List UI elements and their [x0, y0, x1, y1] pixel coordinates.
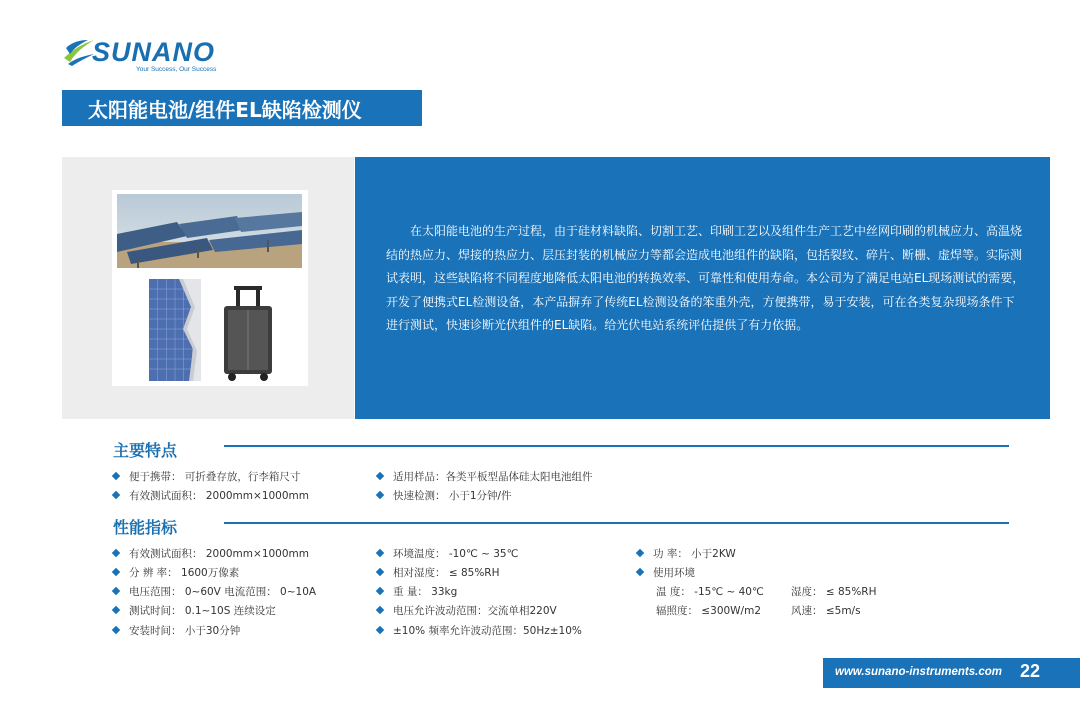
spec-item — [377, 623, 582, 638]
spec-item — [113, 603, 276, 618]
feature-item — [377, 469, 593, 484]
spec-text: 功 率： 小于2KW — [653, 548, 736, 560]
diamond-bullet-icon — [376, 472, 384, 480]
specs-divider — [224, 522, 1009, 524]
feature-text: 有效测试面积： 2000mm×1000mm — [129, 490, 309, 502]
diamond-bullet-icon — [112, 491, 120, 499]
diamond-bullet-icon — [112, 549, 120, 557]
spec-text: 电压允许波动范围：交流单相220V — [393, 605, 557, 617]
diamond-bullet-icon — [376, 568, 384, 576]
env-temperature: 温 度： -15℃ ~ 40℃ — [656, 586, 764, 598]
spec-item — [113, 546, 309, 561]
spec-item — [377, 565, 500, 580]
feature-item — [113, 469, 300, 484]
footer-url-link[interactable]: www.sunano-instruments.com — [835, 666, 1002, 678]
spec-item — [377, 603, 557, 618]
spec-text: 有效测试面积： 2000mm×1000mm — [129, 548, 309, 560]
feature-text: 便于携带： 可折叠存放，行李箱尺寸 — [129, 471, 301, 483]
spec-text: ±10% 频率允许波动范围：50Hz±10% — [393, 625, 582, 637]
spec-text: 使用环境 — [653, 567, 695, 579]
brand-name: SUNANO — [92, 37, 216, 67]
specs-heading: 性能指标 — [113, 518, 178, 537]
solar-field-photo — [117, 194, 302, 268]
spec-text: 测试时间： 0.1~10S 连续设定 — [129, 605, 276, 617]
spec-text: 分 辨 率： 1600万像素 — [129, 567, 240, 579]
page-number: 22 — [1020, 661, 1041, 681]
spec-item — [113, 584, 316, 599]
portable-case-photo — [222, 286, 274, 382]
env-humidity: 湿度： ≤ 85%RH — [791, 586, 877, 598]
spec-item — [377, 584, 457, 599]
brand-tagline: Your Success, Our Success — [136, 66, 217, 73]
diamond-bullet-icon — [112, 587, 120, 595]
spec-item — [377, 546, 518, 561]
diamond-bullet-icon — [112, 472, 120, 480]
intro-text — [386, 220, 1026, 338]
diamond-bullet-icon — [636, 549, 644, 557]
spec-item — [637, 546, 736, 561]
footer-bar — [823, 658, 1080, 688]
diamond-bullet-icon — [112, 568, 120, 576]
spec-item — [637, 565, 695, 580]
spec-text: 安装时间： 小于30分钟 — [129, 625, 241, 637]
diamond-bullet-icon — [112, 626, 120, 634]
env-wind: 风速： ≤5m/s — [791, 605, 861, 617]
feature-text: 快速检测： 小于1分钟/件 — [393, 490, 512, 502]
spec-item — [113, 623, 240, 638]
spec-text: 环境温度： -10℃ ~ 35℃ — [393, 548, 519, 560]
diamond-bullet-icon — [376, 626, 384, 634]
page-title-bar — [62, 90, 422, 126]
diamond-bullet-icon — [636, 568, 644, 576]
intro-paragraph: 在太阳能电池的生产过程，由于硅材料缺陷、切割工艺、印刷工艺以及组件生产工艺中丝网印刷的机械应力、高温烧结的热应力、焊接的热应力、层压封装的机械应力等都会造成电池组件的缺陷，包括裂纹、碎片、断栅、虚焊等。实际测试表明，这些缺陷将不同程度地降低太阳电池的转换效率、可靠性和使用寿命。本公司为了满足电站EL现场测试的需要，开发了便携式EL检测设备，本产品摒弃了传统EL检测设备的笨重外壳，方便携带，易于安装，可在各类复杂现场条件下进行测试，快速诊断光伏组件的EL缺陷。给光伏电站系统评估提供了有力依据。 — [386, 224, 1025, 332]
spec-text: 重 量： 33kg — [393, 586, 458, 598]
feature-text: 适用样品：各类平板型晶体硅太阳电池组件 — [393, 471, 593, 483]
feature-item — [113, 488, 309, 503]
solar-module-photo — [149, 279, 201, 381]
diamond-bullet-icon — [112, 606, 120, 614]
spec-item — [113, 565, 239, 580]
brand-logo — [62, 36, 242, 76]
logo-swoosh-icon — [62, 36, 96, 66]
features-heading: 主要特点 — [113, 441, 178, 460]
diamond-bullet-icon — [376, 491, 384, 499]
page-title: 太阳能电池/组件EL缺陷检测仪 — [88, 98, 362, 122]
features-divider — [224, 445, 1009, 447]
feature-item — [377, 488, 512, 503]
spec-text: 电压范围： 0~60V 电流范围： 0~10A — [129, 586, 317, 598]
diamond-bullet-icon — [376, 549, 384, 557]
diamond-bullet-icon — [376, 606, 384, 614]
diamond-bullet-icon — [376, 587, 384, 595]
env-irradiance: 辐照度： ≤300W/m2 — [656, 605, 762, 617]
spec-text: 相对湿度： ≤ 85%RH — [393, 567, 500, 579]
